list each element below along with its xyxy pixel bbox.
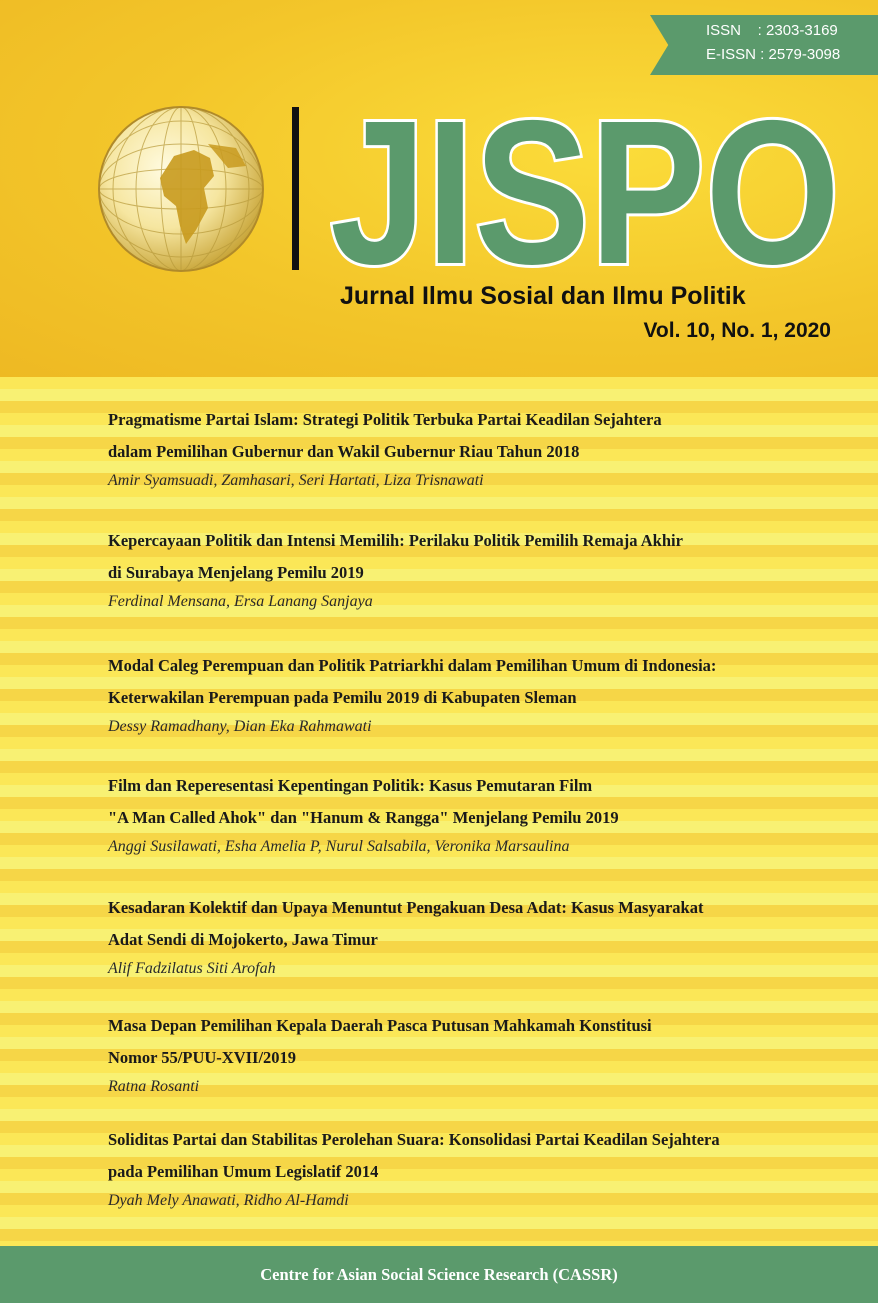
article-title-line: Kesadaran Kolektif dan Upaya Menuntut Pengakuan Desa Adat: Kasus Masyarakat	[108, 898, 704, 917]
article-title-line: Film dan Reperesentasi Kepentingan Politik: Kasus Pemutaran Film	[108, 776, 593, 795]
article-title-line: Soliditas Partai dan Stabilitas Perolehan Suara: Konsolidasi Partai Keadilan Sejahtera	[108, 1130, 720, 1149]
article-authors: Amir Syamsuadi, Zamhasari, Seri Hartati, Liza Trisnawati	[108, 472, 484, 489]
article-entry[interactable]	[108, 1124, 828, 1214]
article-authors: Alif Fadzilatus Siti Arofah	[108, 960, 276, 977]
article-title-line: dalam Pemilihan Gubernur dan Wakil Gubernur Riau Tahun 2018	[108, 442, 580, 461]
article-authors: Dessy Ramadhany, Dian Eka Rahmawati	[108, 718, 372, 735]
jispo-logo	[330, 93, 850, 278]
article-authors: Ratna Rosanti	[108, 1078, 200, 1095]
logo-text: JISPO	[330, 93, 840, 278]
article-entry[interactable]	[108, 892, 828, 982]
article-title-line: "A Man Called Ahok" dan "Hanum & Rangga" Menjelang Pemilu 2019	[108, 808, 619, 827]
issn-electronic: E-ISSN : 2579-3098	[706, 46, 841, 63]
publisher-footer: Centre for Asian Social Science Research (CASSR)	[0, 1246, 878, 1303]
issn-print: ISSN : 2303-3169	[706, 22, 838, 39]
logo-divider	[292, 107, 299, 270]
article-entry[interactable]	[108, 770, 828, 860]
article-title-line: Modal Caleg Perempuan dan Politik Patriarkhi dalam Pemilihan Umum di Indonesia:	[108, 656, 717, 675]
article-title-line: di Surabaya Menjelang Pemilu 2019	[108, 563, 364, 582]
article-title-line: Kepercayaan Politik dan Intensi Memilih: Perilaku Politik Pemilih Remaja Akhir	[108, 531, 683, 550]
article-title-line: Adat Sendi di Mojokerto, Jawa Timur	[108, 930, 378, 949]
article-entry[interactable]	[108, 404, 828, 494]
article-title-line: pada Pemilihan Umum Legislatif 2014	[108, 1162, 379, 1181]
article-entry[interactable]	[108, 650, 828, 740]
article-title-line: Nomor 55/PUU-XVII/2019	[108, 1048, 297, 1067]
article-entry[interactable]	[108, 1010, 828, 1100]
article-title-line: Masa Depan Pemilihan Kepala Daerah Pasca Putusan Mahkamah Konstitusi	[108, 1016, 652, 1035]
article-authors: Ferdinal Mensana, Ersa Lanang Sanjaya	[108, 593, 373, 610]
article-title-line: Pragmatisme Partai Islam: Strategi Politik Terbuka Partai Keadilan Sejahtera	[108, 410, 662, 429]
article-authors: Dyah Mely Anawati, Ridho Al-Hamdi	[108, 1192, 349, 1209]
article-authors: Anggi Susilawati, Esha Amelia P, Nurul Salsabila, Veronika Marsaulina	[108, 838, 570, 855]
volume-issue: Vol. 10, No. 1, 2020	[643, 319, 831, 342]
globe-icon	[96, 104, 266, 274]
article-title-line: Keterwakilan Perempuan pada Pemilu 2019 di Kabupaten Sleman	[108, 688, 577, 707]
journal-name: Jurnal Ilmu Sosial dan Ilmu Politik	[340, 282, 746, 310]
article-entry[interactable]	[108, 525, 828, 615]
